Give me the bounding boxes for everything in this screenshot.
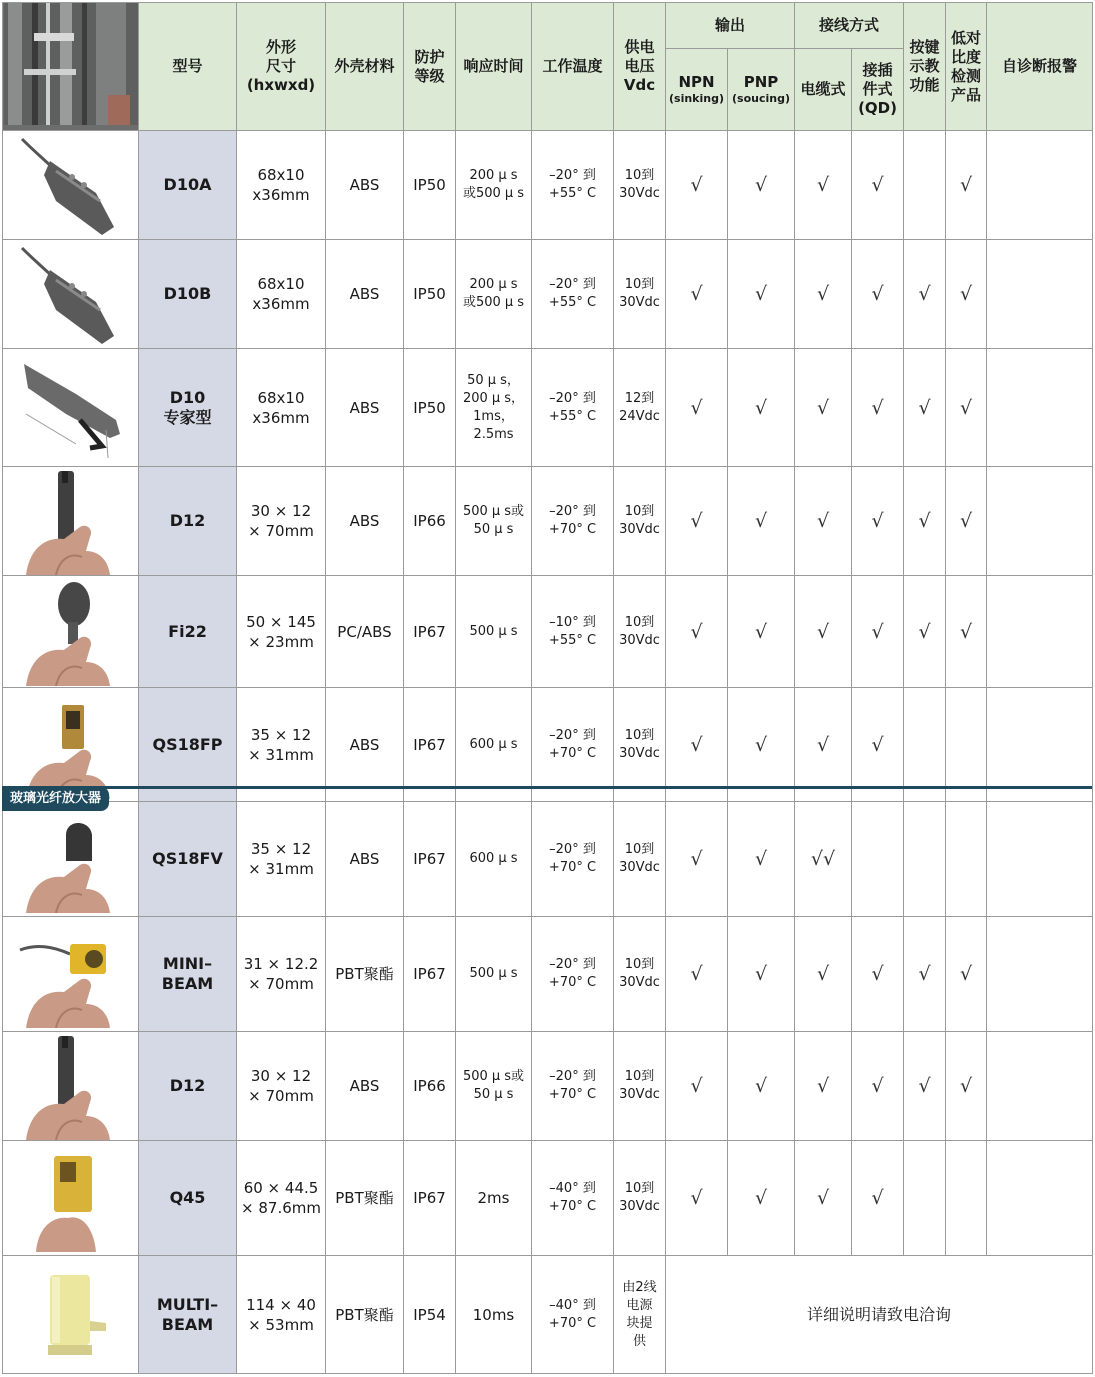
npn-check-cell: √ xyxy=(666,802,728,917)
product-photo-fi22-in-hand xyxy=(16,578,126,686)
cable-check-cell: √√ xyxy=(795,802,852,917)
table-row xyxy=(3,802,1093,917)
response-cell: 500 μ s xyxy=(456,576,532,688)
model-cell: MULTI– BEAM xyxy=(139,1256,237,1374)
header-model: 型号 xyxy=(139,3,237,131)
product-photo-d10-amplifier xyxy=(16,240,126,348)
pnp-check-cell: √ xyxy=(728,467,795,576)
housing-cell: PBT聚酯 xyxy=(326,1256,404,1374)
product-photo-d12-in-hand xyxy=(16,467,126,575)
rating-cell: IP67 xyxy=(404,802,456,917)
spec-table xyxy=(2,2,1093,1374)
housing-cell: PC/ABS xyxy=(326,576,404,688)
rating-cell: IP67 xyxy=(404,917,456,1032)
qd-check-cell: √ xyxy=(852,131,904,240)
product-photo-cell xyxy=(3,917,139,1032)
diag-check-cell xyxy=(987,917,1093,1032)
table-row xyxy=(3,467,1093,576)
teach-check-cell: √ xyxy=(904,1032,946,1141)
rating-cell: IP50 xyxy=(404,131,456,240)
product-photo-cell xyxy=(3,576,139,688)
response-cell: 200 μ s 或500 μ s xyxy=(456,240,532,349)
model-cell: Fi22 xyxy=(139,576,237,688)
npn-check-cell: √ xyxy=(666,240,728,349)
housing-cell: ABS xyxy=(326,1032,404,1141)
cable-check-cell: √ xyxy=(795,467,852,576)
table-row xyxy=(3,1141,1093,1256)
product-photo-cell xyxy=(3,349,139,467)
table-row xyxy=(3,1032,1093,1141)
voltage-cell: 12到 24Vdc xyxy=(614,349,666,467)
header-rating: 防护 等级 xyxy=(404,3,456,131)
section-divider xyxy=(2,786,1092,789)
response-cell: 10ms xyxy=(456,1256,532,1374)
teach-check-cell: √ xyxy=(904,240,946,349)
pnp-check-cell: √ xyxy=(728,688,795,802)
contrast-check-cell: √ xyxy=(946,131,987,240)
rating-cell: IP66 xyxy=(404,467,456,576)
size-cell: 68x10 x36mm xyxy=(237,240,326,349)
product-photo-cell xyxy=(3,1032,139,1141)
model-cell: QS18FV xyxy=(139,802,237,917)
section-banner: 玻璃光纤放大器 xyxy=(2,787,109,811)
housing-cell: ABS xyxy=(326,802,404,917)
pnp-check-cell: √ xyxy=(728,240,795,349)
size-cell: 31 × 12.2 × 70mm xyxy=(237,917,326,1032)
npn-check-cell: √ xyxy=(666,576,728,688)
contrast-check-cell: √ xyxy=(946,240,987,349)
header-contrast: 低对 比度 检测 产品 xyxy=(946,3,987,131)
qd-check-cell: √ xyxy=(852,349,904,467)
response-cell: 500 μ s或 50 μ s xyxy=(456,1032,532,1141)
voltage-cell: 10到 30Vdc xyxy=(614,467,666,576)
diag-check-cell xyxy=(987,688,1093,802)
header-diag: 自诊断报警 xyxy=(987,3,1093,131)
temp-cell: –20° 到 +70° C xyxy=(532,688,614,802)
header-housing: 外壳材料 xyxy=(326,3,404,131)
housing-cell: ABS xyxy=(326,688,404,802)
pnp-check-cell: √ xyxy=(728,349,795,467)
response-cell: 2ms xyxy=(456,1141,532,1256)
header-pnp: PNP (soucing) xyxy=(728,49,795,131)
table-row xyxy=(3,576,1093,688)
temp-cell: –10° 到 +55° C xyxy=(532,576,614,688)
teach-check-cell xyxy=(904,802,946,917)
diag-check-cell xyxy=(987,1032,1093,1141)
product-photo-d12-in-hand xyxy=(16,1032,126,1140)
temp-cell: –20° 到 +70° C xyxy=(532,1032,614,1141)
table-row xyxy=(3,917,1093,1032)
size-cell: 35 × 12 × 31mm xyxy=(237,688,326,802)
model-cell: D10B xyxy=(139,240,237,349)
diag-check-cell xyxy=(987,349,1093,467)
qd-check-cell: √ xyxy=(852,1032,904,1141)
cable-check-cell: √ xyxy=(795,688,852,802)
table-row xyxy=(3,131,1093,240)
response-cell: 600 μ s xyxy=(456,688,532,802)
housing-cell: ABS xyxy=(326,240,404,349)
teach-check-cell xyxy=(904,131,946,240)
contrast-check-cell: √ xyxy=(946,576,987,688)
npn-check-cell: √ xyxy=(666,349,728,467)
voltage-cell: 10到 30Vdc xyxy=(614,240,666,349)
diag-check-cell xyxy=(987,1141,1093,1256)
qd-check-cell: √ xyxy=(852,1141,904,1256)
response-cell: 500 μ s或 50 μ s xyxy=(456,467,532,576)
size-cell: 68x10 x36mm xyxy=(237,349,326,467)
temp-cell: –40° 到 +70° C xyxy=(532,1256,614,1374)
pnp-check-cell: √ xyxy=(728,1032,795,1141)
housing-cell: PBT聚酯 xyxy=(326,917,404,1032)
diag-check-cell xyxy=(987,576,1093,688)
cable-check-cell: √ xyxy=(795,1032,852,1141)
teach-check-cell: √ xyxy=(904,349,946,467)
diag-check-cell xyxy=(987,802,1093,917)
teach-check-cell xyxy=(904,688,946,802)
rating-cell: IP67 xyxy=(404,1141,456,1256)
contrast-check-cell xyxy=(946,1141,987,1256)
model-cell: D10 专家型 xyxy=(139,349,237,467)
rating-cell: IP67 xyxy=(404,576,456,688)
model-cell: D12 xyxy=(139,1032,237,1141)
housing-cell: ABS xyxy=(326,131,404,240)
temp-cell: –20° 到 +70° C xyxy=(532,467,614,576)
response-cell: 50 μ s， 200 μ s， 1ms， 2.5ms xyxy=(456,349,532,467)
npn-check-cell: √ xyxy=(666,1032,728,1141)
cable-check-cell: √ xyxy=(795,576,852,688)
table-row xyxy=(3,349,1093,467)
temp-cell: –40° 到 +70° C xyxy=(532,1141,614,1256)
diag-check-cell xyxy=(987,240,1093,349)
merged-note-cell: 详细说明请致电洽询 xyxy=(666,1256,1093,1374)
voltage-cell: 10到 30Vdc xyxy=(614,802,666,917)
qd-check-cell: √ xyxy=(852,917,904,1032)
table-row xyxy=(3,1256,1093,1374)
header-cable: 电缆式 xyxy=(795,49,852,131)
contrast-check-cell: √ xyxy=(946,917,987,1032)
header-product-photo xyxy=(4,3,138,125)
rating-cell: IP67 xyxy=(404,688,456,802)
temp-cell: –20° 到 +70° C xyxy=(532,802,614,917)
temp-cell: –20° 到 +55° C xyxy=(532,349,614,467)
size-cell: 35 × 12 × 31mm xyxy=(237,802,326,917)
table-row xyxy=(3,688,1093,802)
product-photo-q45-in-hand xyxy=(16,1144,126,1252)
npn-check-cell: √ xyxy=(666,131,728,240)
pnp-check-cell: √ xyxy=(728,131,795,240)
qd-check-cell: √ xyxy=(852,688,904,802)
housing-cell: ABS xyxy=(326,467,404,576)
contrast-check-cell: √ xyxy=(946,349,987,467)
product-photo-cell xyxy=(3,131,139,240)
size-cell: 60 × 44.5 × 87.6mm xyxy=(237,1141,326,1256)
cable-check-cell: √ xyxy=(795,131,852,240)
header-npn: NPN (sinking) xyxy=(666,49,728,131)
rating-cell: IP50 xyxy=(404,240,456,349)
qd-check-cell xyxy=(852,802,904,917)
size-cell: 30 × 12 × 70mm xyxy=(237,1032,326,1141)
product-photo-cell xyxy=(3,467,139,576)
pnp-check-cell: √ xyxy=(728,1141,795,1256)
cable-check-cell: √ xyxy=(795,917,852,1032)
qd-check-cell: √ xyxy=(852,467,904,576)
cable-check-cell: √ xyxy=(795,1141,852,1256)
voltage-cell: 10到 30Vdc xyxy=(614,688,666,802)
response-cell: 500 μ s xyxy=(456,917,532,1032)
qd-check-cell: √ xyxy=(852,576,904,688)
diag-check-cell xyxy=(987,467,1093,576)
product-photo-multibeam xyxy=(16,1261,126,1369)
size-cell: 114 × 40 × 53mm xyxy=(237,1256,326,1374)
qd-check-cell: √ xyxy=(852,240,904,349)
cable-check-cell: √ xyxy=(795,240,852,349)
model-cell: MINI– BEAM xyxy=(139,917,237,1032)
rating-cell: IP50 xyxy=(404,349,456,467)
header-temp: 工作温度 xyxy=(532,3,614,131)
header-photo-cell xyxy=(3,3,139,131)
voltage-cell: 10到 30Vdc xyxy=(614,131,666,240)
response-cell: 600 μ s xyxy=(456,802,532,917)
product-photo-cell xyxy=(3,802,139,917)
model-cell: Q45 xyxy=(139,1141,237,1256)
npn-check-cell: √ xyxy=(666,917,728,1032)
header-teach: 按键 示教 功能 xyxy=(904,3,946,131)
product-photo-cell xyxy=(3,240,139,349)
voltage-cell: 10到 30Vdc xyxy=(614,576,666,688)
model-cell: D12 xyxy=(139,467,237,576)
pnp-check-cell: √ xyxy=(728,576,795,688)
contrast-check-cell xyxy=(946,802,987,917)
product-photo-cell xyxy=(3,1141,139,1256)
npn-check-cell: √ xyxy=(666,467,728,576)
housing-cell: PBT聚酯 xyxy=(326,1141,404,1256)
temp-cell: –20° 到 +55° C xyxy=(532,240,614,349)
teach-check-cell: √ xyxy=(904,917,946,1032)
contrast-check-cell: √ xyxy=(946,467,987,576)
pnp-check-cell: √ xyxy=(728,802,795,917)
header-size: 外形 尺寸 (hxwxd) xyxy=(237,3,326,131)
voltage-cell: 10到 30Vdc xyxy=(614,1141,666,1256)
product-photo-minibeam-in-hand xyxy=(16,920,126,1028)
diag-check-cell xyxy=(987,131,1093,240)
header-qd: 接插 件式 (QD) xyxy=(852,49,904,131)
size-cell: 50 × 145 × 23mm xyxy=(237,576,326,688)
model-cell: D10A xyxy=(139,131,237,240)
contrast-check-cell xyxy=(946,688,987,802)
size-cell: 30 × 12 × 70mm xyxy=(237,467,326,576)
housing-cell: ABS xyxy=(326,349,404,467)
product-photo-qs18fp-in-hand xyxy=(16,691,126,799)
voltage-cell: 10到 30Vdc xyxy=(614,917,666,1032)
header-output: 输出 xyxy=(666,3,795,49)
voltage-cell: 10到 30Vdc xyxy=(614,1032,666,1141)
rating-cell: IP66 xyxy=(404,1032,456,1141)
product-photo-d10-expert xyxy=(16,354,126,462)
product-photo-qs18fv-in-hand xyxy=(16,805,126,913)
product-photo-d10-amplifier xyxy=(16,131,126,239)
npn-check-cell: √ xyxy=(666,688,728,802)
header-voltage: 供电 电压 Vdc xyxy=(614,3,666,131)
product-photo-cell xyxy=(3,688,139,802)
teach-check-cell: √ xyxy=(904,467,946,576)
temp-cell: –20° 到 +70° C xyxy=(532,917,614,1032)
pnp-check-cell: √ xyxy=(728,917,795,1032)
header-response: 响应时间 xyxy=(456,3,532,131)
teach-check-cell: √ xyxy=(904,576,946,688)
size-cell: 68x10 x36mm xyxy=(237,131,326,240)
header-wiring: 接线方式 xyxy=(795,3,904,49)
product-photo-cell xyxy=(3,1256,139,1374)
teach-check-cell xyxy=(904,1141,946,1256)
rating-cell: IP54 xyxy=(404,1256,456,1374)
cable-check-cell: √ xyxy=(795,349,852,467)
contrast-check-cell: √ xyxy=(946,1032,987,1141)
npn-check-cell: √ xyxy=(666,1141,728,1256)
model-cell: QS18FP xyxy=(139,688,237,802)
response-cell: 200 μ s 或500 μ s xyxy=(456,131,532,240)
temp-cell: –20° 到 +55° C xyxy=(532,131,614,240)
table-row xyxy=(3,240,1093,349)
voltage-cell: 由2线 电源 块提 供 xyxy=(614,1256,666,1374)
